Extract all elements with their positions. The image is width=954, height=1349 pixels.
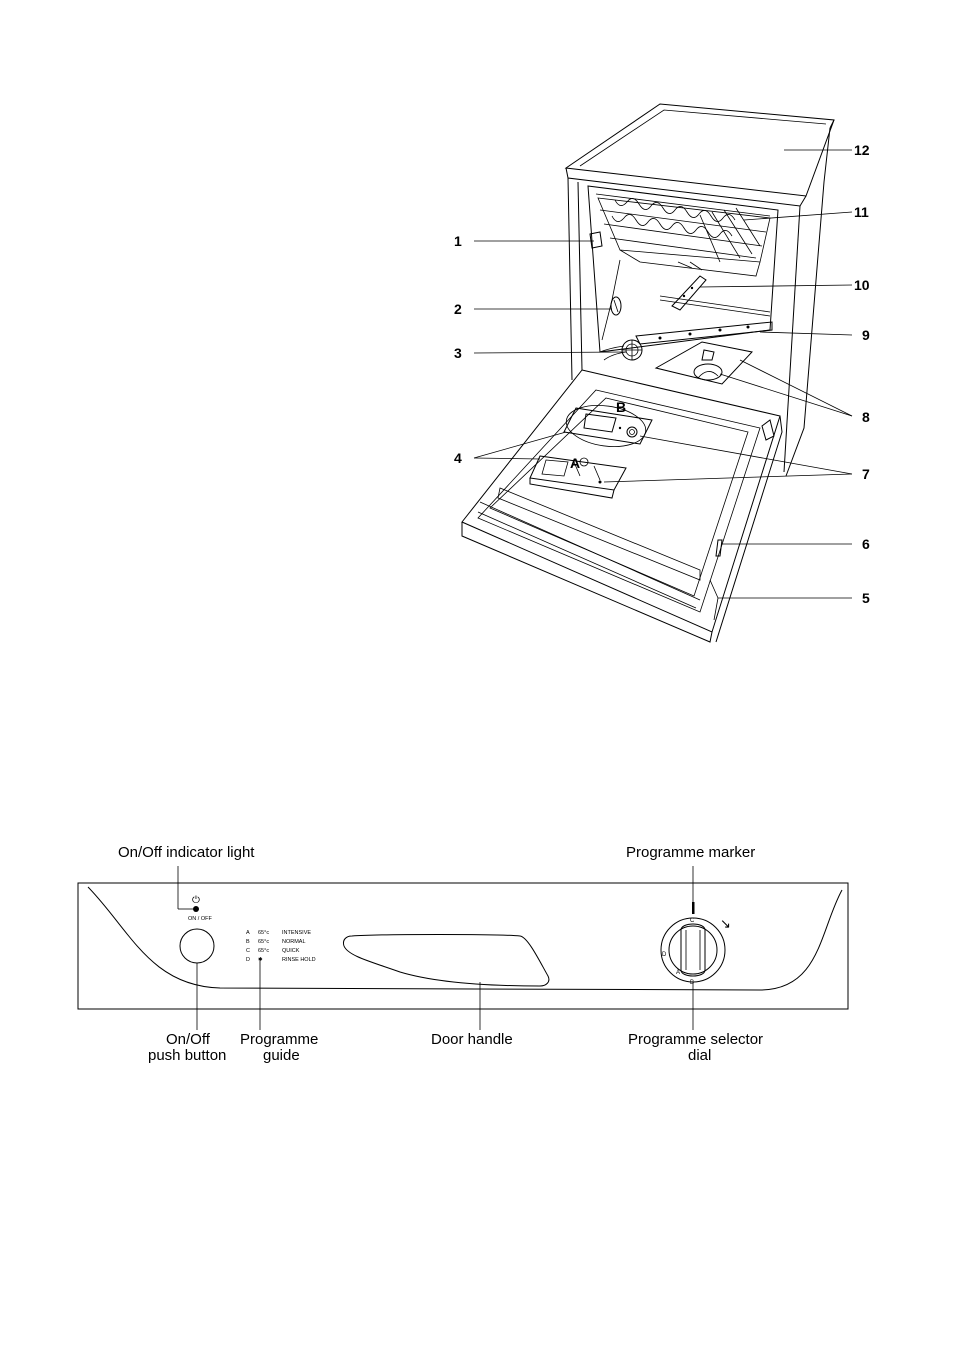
callout-6: 6 <box>862 536 870 552</box>
filter-assembly <box>622 340 642 360</box>
guide-name-d: RINSE HOLD <box>282 957 316 963</box>
guide-name-a: INTENSIVE <box>282 930 312 936</box>
callout-12: 12 <box>854 142 870 158</box>
callout-5: 5 <box>862 590 870 606</box>
callout-lines <box>474 150 852 598</box>
callout-1: 1 <box>454 233 462 249</box>
callout-10: 10 <box>854 277 870 293</box>
guide-letter-c: C <box>246 948 250 954</box>
on-off-button-label-1: On/Off <box>166 1031 210 1048</box>
selector-dial-label-2: dial <box>688 1047 712 1064</box>
compartment-letter-b: B <box>616 399 627 415</box>
callout-7: 7 <box>862 466 870 482</box>
guide-temp-d: ✱ <box>258 957 263 963</box>
programme-guide <box>246 930 316 963</box>
callout-3: 3 <box>454 345 462 361</box>
compartment-letter-a: A <box>570 455 581 471</box>
programme-guide-label-1: Programme <box>240 1031 319 1048</box>
dishwasher-illustration <box>454 104 870 642</box>
rotation-arrow-icon: ↘ <box>720 917 731 932</box>
callout-2: 2 <box>454 301 462 317</box>
dial-letter-c: C <box>690 918 695 924</box>
on-off-small-text: ON / OFF <box>188 916 212 922</box>
guide-name-c: QUICK <box>282 948 300 954</box>
guide-letter-d: D <box>246 957 250 963</box>
programme-guide-label-2: guide <box>263 1047 300 1064</box>
callout-11: 11 <box>854 204 869 220</box>
callout-8: 8 <box>862 409 870 425</box>
programme-marker-label: Programme marker <box>626 844 756 861</box>
power-symbol-icon: ⏻ <box>192 895 200 906</box>
programme-marker <box>692 902 695 914</box>
on-off-indicator-label: On/Off indicator light <box>118 844 255 861</box>
on-off-indicator-light <box>193 906 199 912</box>
guide-temp-c: 65°c <box>258 948 270 954</box>
upper-basket <box>598 198 770 276</box>
guide-letter-a: A <box>246 930 250 936</box>
callout-9: 9 <box>862 327 870 343</box>
selector-dial-label-1: Programme selector <box>628 1031 764 1048</box>
programme-selector-dial[interactable] <box>661 918 725 986</box>
guide-letter-b: B <box>246 939 250 945</box>
control-panel <box>78 844 848 1064</box>
dial-letter-b: B <box>690 980 695 986</box>
guide-temp-a: 65°c <box>258 930 270 936</box>
door-handle-label: Door handle <box>431 1031 513 1048</box>
guide-name-b: NORMAL <box>282 939 306 945</box>
door-handle[interactable] <box>343 935 548 987</box>
on-off-button-label-2: push button <box>148 1047 227 1064</box>
guide-temp-b: 65°c <box>258 939 270 945</box>
callout-4: 4 <box>454 450 462 466</box>
on-off-push-button[interactable] <box>180 929 214 963</box>
dial-letter-a: A <box>676 970 681 976</box>
dial-letter-d: D <box>662 952 667 958</box>
